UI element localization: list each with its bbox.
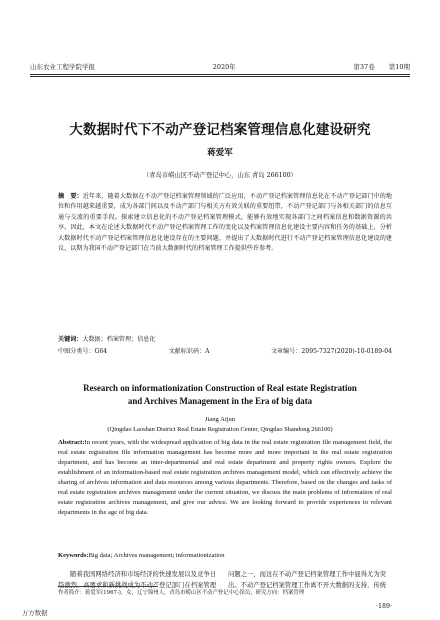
journal-name: 山东农业工程学院学报 <box>30 62 95 71</box>
author-cn: 蒋爱军 <box>207 148 233 158</box>
article-id: 文章编号：2095-7327(2020)-10-0189-04 <box>270 348 392 355</box>
abstract-en-label: Abstract: <box>58 439 85 446</box>
paper-title-en <box>40 382 400 407</box>
affiliation-en: (Qingdao Laoshan District Real Estate Registration Center, Qingdao Shandong 266100) <box>107 426 333 433</box>
keywords-cn-text: 大数据；档案管理；信息化 <box>82 336 156 343</box>
keywords-en <box>58 552 392 559</box>
classification-row <box>58 346 392 355</box>
keywords-en-text: Big data; Archives management; informationization <box>88 552 225 559</box>
source-watermark: 万方数据 <box>22 609 48 617</box>
volume-issue <box>353 62 410 71</box>
header-year: 2020年 <box>212 62 236 71</box>
affiliation-cn: （青岛市崂山区不动产登记中心，山东 青岛 266100） <box>143 172 297 179</box>
paper-title-cn: 大数据时代下不动产登记档案管理信息化建设研究 <box>69 122 371 138</box>
header-issue: 第10期 <box>388 62 410 71</box>
body-column-left: 随着我国网络经济和市场经济的快速发展以及竞争日趋激烈，高要求和新挑战成为不动产登记部门在档案管理 <box>58 571 216 588</box>
footnote-rule <box>58 586 158 587</box>
body-column-right: 问题之一，而这在不动产登记档案管理工作中显得尤为突出。不动产登记档案管理工作离不开大数据的支持，传统 <box>228 571 386 588</box>
header-rule <box>30 74 410 75</box>
header-rule-double <box>30 76 410 77</box>
page-number: ·189· <box>375 603 392 610</box>
keywords-en-label: Keywords: <box>58 552 89 559</box>
author-en: Jiang Aijun <box>204 416 236 423</box>
header-volume: 第37卷 <box>353 62 375 71</box>
abstract-en-text: In recent years, with the widespread application of big data in the real estate registration file management field, the real estate registration file information management has become more and more important in the real estate registration department, and has become an inter-departmental and real estate department and property rights owners. Explore the establishment of an information-based real estate registration archives management model, which can effectively achieve the sharing of archives information and data resources among various departments. Therefore, based on the changes and tasks of real estate registration archives management under the current situation, we discuss the main problems of information of real estate registration archives management, and give our advice. We are looking forward to provide experiences to relevant departments in the age of big data. <box>58 439 392 516</box>
running-header <box>30 60 410 72</box>
abstract-cn-label: 摘 要： <box>58 193 83 200</box>
keywords-cn <box>58 334 392 343</box>
title-en-line2: and Archives Management in the Era of big data <box>127 395 313 406</box>
title-en-line1: Research on informationization Construction of Real estate Registration <box>83 383 357 393</box>
abstract-en <box>58 438 392 518</box>
author-footnote: 作者简介：蒋爱军(1967-)，女，辽宁锦州人，青岛市崂山区不动产登记中心馆员，研究方向：档案管理 <box>58 590 305 596</box>
abstract-cn-text: 近年来，随着大数据在不动产登记档案管理领域的广泛应用，不动产登记档案管理信息化在不动产登记部门中的地位和作用越来越重要，成为各部门间以及不动产部门与相关方有效关联的重要纽带，不动产登记部门与各相关部门的信息互通与交流的重要手段。探索建立信息化的不动产登记档案管理模式，能够有效地实现各部门之间档案信息和数据资源的共享。因此，本文在论述大数据时代不动产登记档案管理工作的变化以及档案管理信息化建设主要内容和任务的基础上，分析大数据时代不动产登记档案管理信息化建设存在的主要问题，并提出了大数据时代进行不动产登记档案管理信息化建设的建议，以期为我国不动产登记部门在当前大数据时代的档案管理工作提供些许参考。 <box>58 193 393 253</box>
clc-number: 中图分类号：G64 <box>58 348 108 355</box>
abstract-cn <box>58 192 392 254</box>
keywords-cn-label: 关键词： <box>58 336 83 343</box>
document-code: 文献标识码：A <box>168 348 210 355</box>
